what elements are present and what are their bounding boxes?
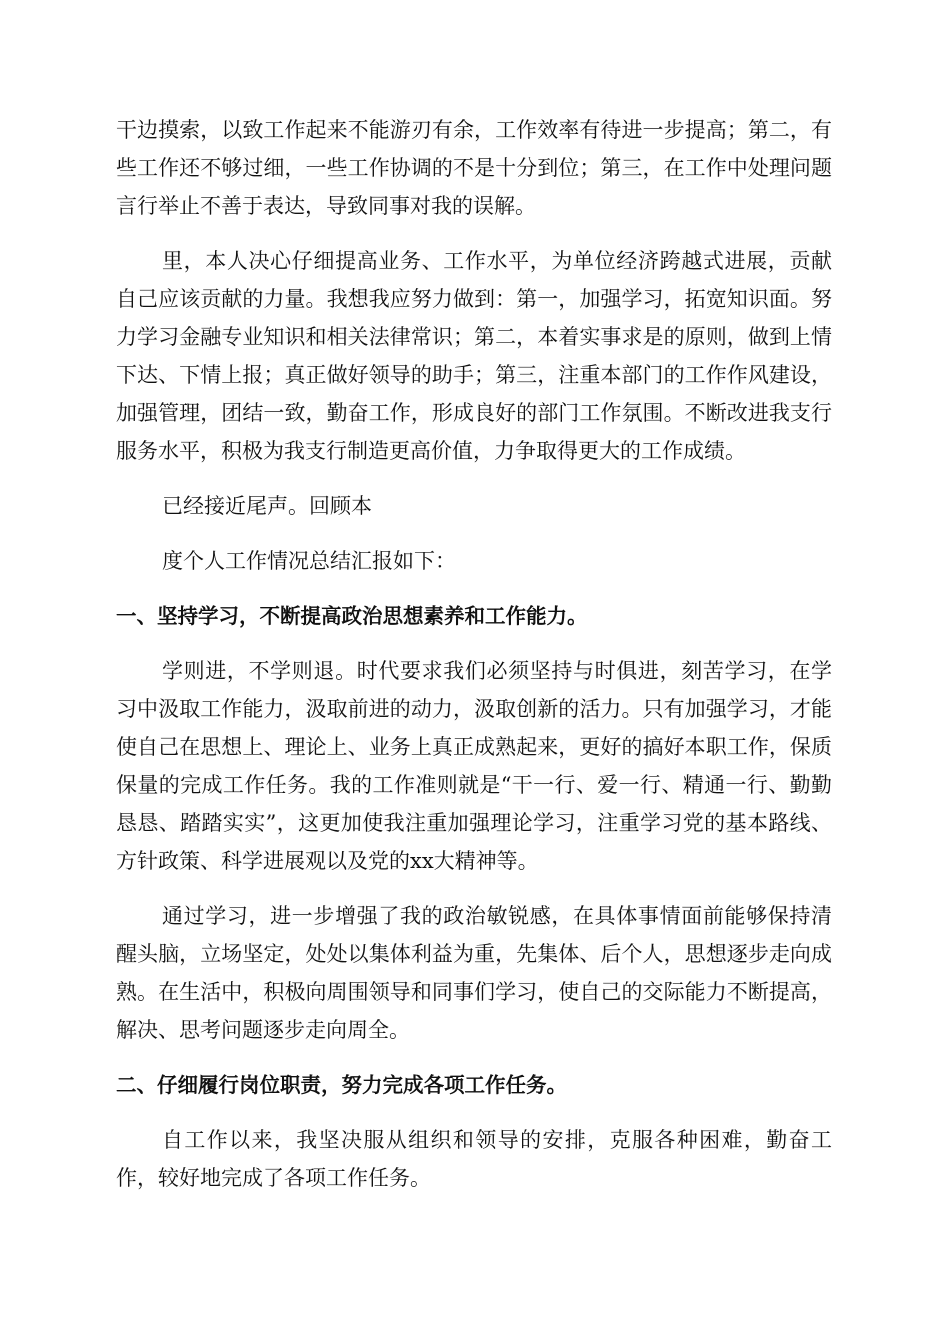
paragraph-study: 学则进，不学则退。时代要求我们必须坚持与时俱进，刻苦学习，在学习中汲取工作能力，汲取前进的动力，汲取创新的活力。只有加强学习，才能使自己在思想上、理论上、业务上真正成熟起来，更好的搞好本职工作，保质保量的完成工作任务。我的工作准则就是“干一行、爱一行、精通一行、勤勤恳恳、踏踏实实”，这更加使我注重加强理论学习，注重学习党的基本路线、方针政策、科学进展观以及党的xx大精神等。 (116, 659, 832, 873)
paragraph-resolution: 里，本人决心仔细提高业务、工作水平，为单位经济跨越式进展，贡献自己应该贡献的力量。我想我应努力做到：第一，加强学习，拓宽知识面。努力学习金融专业知识和相关法律常识；第二，本着实事求是的原则，做到上情下达、下情上报；真正做好领导的助手；第三，注重本部门的工作作风建设，加强管理，团结一致，勤奋工作，形成良好的部门工作氛围。不断改进我支行服务水平，积极为我支行制造更高价值，力争取得更大的工作成绩。 (116, 249, 832, 463)
paragraph-learning-results: 通过学习，进一步增强了我的政治敏锐感，在具体事情面前能够保持清醒头脑，立场坚定，处处以集体利益为重，先集体、后个人，思想逐步走向成熟。在生活中，积极向周围领导和同事们学习，使自己的交际能力不断提高，解决、思考问题逐步走向周全。 (116, 904, 832, 1042)
document-page (116, 111, 832, 1197)
paragraph-duties: 自工作以来，我坚决服从组织和领导的安排，克服各种困难，勤奋工作，较好地完成了各项工作任务。 (116, 1128, 832, 1190)
paragraph-year-end: 已经接近尾声。回顾本 (162, 494, 372, 518)
paragraph-summary-intro: 度个人工作情况总结汇报如下： (162, 549, 456, 573)
section-heading-1: 一、坚持学习，不断提高政治思想素养和工作能力。 (116, 604, 588, 628)
section-heading-2: 二、仔细履行岗位职责，努力完成各项工作任务。 (116, 1073, 567, 1097)
paragraph-continuation: 干边摸索，以致工作起来不能游刃有余，工作效率有待进一步提高；第二，有些工作还不够过细，一些工作协调的不是十分到位；第三，在工作中处理问题言行举止不善于表达，导致同事对我的误解。 (116, 118, 832, 218)
